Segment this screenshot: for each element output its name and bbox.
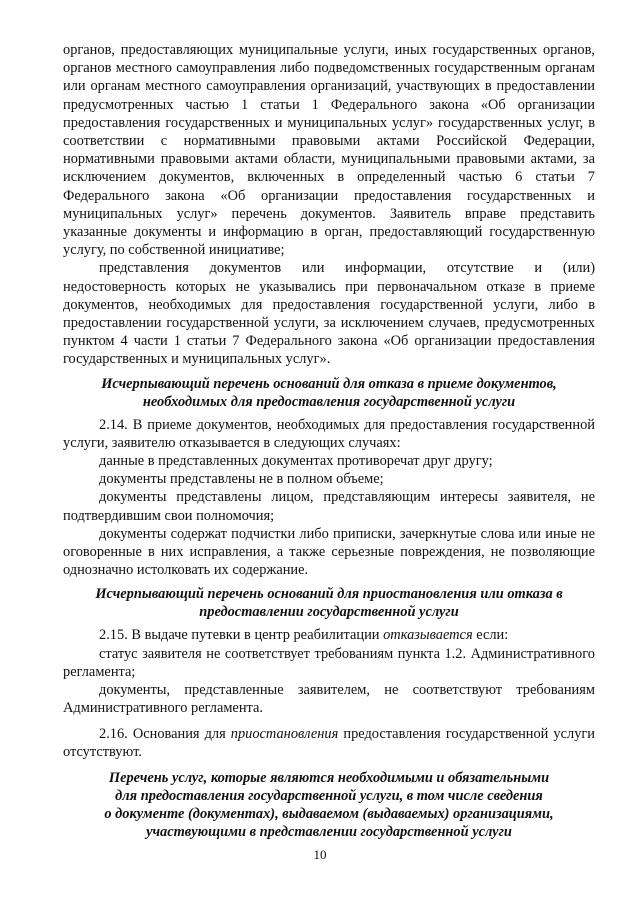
page-number: 10 (313, 847, 327, 862)
heading-line: о документе (документах), выдаваемом (выдаваемых) организациями, (104, 805, 554, 822)
text-run: предоставления государственной услуги отсутствуют. (63, 725, 595, 760)
section-heading (63, 769, 595, 841)
section-heading (63, 375, 595, 411)
paragraph: 2.14. В приеме документов, необходимых для предоставления государственной услуги, заявителю отказывается в следующих случаях: (63, 416, 595, 451)
emphasis-text: приостановления (230, 725, 339, 742)
heading-line: Исчерпывающий перечень оснований для отказа в приеме документов, (101, 375, 557, 392)
emphasis-text: отказывается (383, 627, 473, 644)
heading-line: предоставлении государственной услуги (199, 604, 459, 621)
paragraph (63, 626, 595, 644)
document-page (63, 41, 595, 846)
paragraph: документы представлены не в полном объеме; (99, 471, 384, 488)
paragraph: данные в представленных документах противоречат друг другу; (99, 453, 493, 470)
heading-line: Перечень услуг, которые являются необходимыми и обязательными (108, 769, 550, 786)
text-run: 2.16. Основания для (99, 725, 231, 742)
heading-line: Исчерпывающий перечень оснований для приостановления или отказа в (95, 586, 563, 603)
paragraph: представления документов или информации, отсутствие и (или) недостоверность которых не указывались при первоначальном отказе в приеме документов, необходимых для предоставления государственной услуги, либо в предоставлении государственной услуги, за исключением случаев, предусмотренных пунктом 4 части 1 статьи 7 Федерального закона «Об организации предоставления государственных и муниципальных услуг». (63, 260, 595, 368)
heading-line: необходимых для предоставления государственной услуги (142, 393, 516, 410)
paragraph: документы содержат подчистки либо приписки, зачеркнутые слова или иные не оговоренные в них исправления, а также серьезные повреждения, не позволяющие однозначно истолковать их содержание. (63, 525, 595, 579)
section-heading (63, 585, 595, 621)
paragraph: документы, представленные заявителем, не соответствуют требованиям Административного регламента. (63, 682, 595, 717)
paragraph: статус заявителя не соответствует требованиям пункта 1.2. Административного регламента; (63, 645, 595, 680)
heading-line: для предоставления государственной услуги, в том числе сведения (115, 787, 543, 804)
text-run: 2.15. В выдаче путевки в центр реабилитации (99, 627, 384, 644)
paragraph: органов, предоставляющих муниципальные услуги, иных государственных органов, органов местного самоуправления либо подведомственных государственным органам или органам местного самоуправления организаций, участвующих в предоставлении предусмотренных частью 1 статьи 1 Федерального закона «Об организации предоставления государственных и муниципальных услуг» государственных услуг, в соответствии с нормативными правовыми актами Российской Федерации, нормативными правовыми актами области, муниципальными правовыми актами, за исключением документов, включенных в определенный частью 6 статьи 7 Федерального закона «Об организации предоставления государственных и муниципальных услуг» перечень документов. Заявитель вправе представить указанные документы и информацию в орган, предоставляющий государственную услугу, по собственной инициативе; (63, 42, 595, 259)
text-run: если: (472, 627, 509, 644)
heading-line: участвующими в представлении государственной услуги (146, 823, 512, 840)
paragraph (63, 725, 595, 761)
paragraph: документы представлены лицом, представляющим интересы заявителя, не подтвердившим свои полномочия; (63, 489, 595, 524)
